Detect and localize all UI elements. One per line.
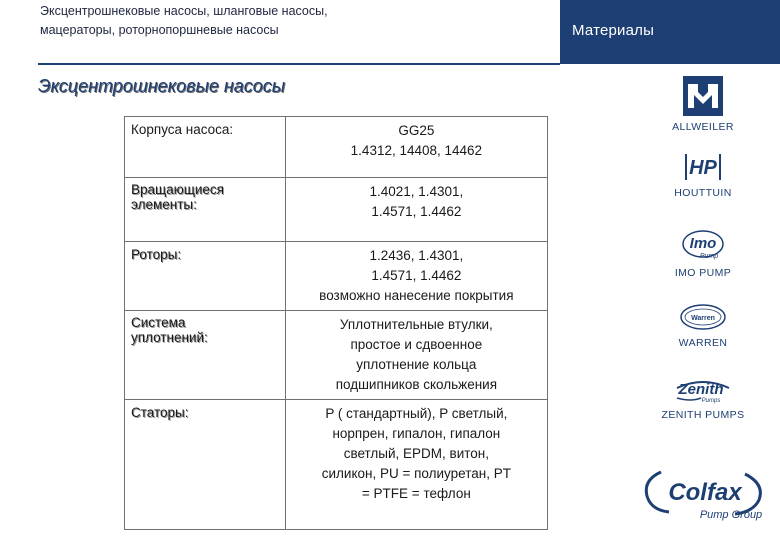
- table-row: [125, 178, 548, 242]
- svg-text:Warren: Warren: [691, 315, 715, 322]
- header-divider: [38, 63, 560, 65]
- section-label-banner: [560, 0, 780, 64]
- row-label: Статоры:: [125, 400, 286, 530]
- svg-text:Pump: Pump: [699, 253, 719, 260]
- houttuin-caption: HOUTTUIN: [674, 187, 732, 199]
- table-row: [125, 400, 548, 530]
- row-value: 1.2436, 1.4301, 1.4571, 1.4462 возможно нанесение покрытия: [285, 242, 547, 311]
- colfax-mark-icon: [639, 466, 769, 522]
- svg-text:Pump Group: Pump Group: [699, 509, 763, 521]
- allweiler-mark-icon: [683, 76, 723, 116]
- header-subtitle: [40, 2, 560, 40]
- warren-logo: [640, 302, 766, 349]
- svg-text:HP: HP: [689, 157, 717, 179]
- imo-pump-caption: IMO PUMP: [674, 267, 732, 279]
- houttuin-logo: [640, 152, 766, 199]
- header-subtitle-line-1: Эксцентрошнековые насосы, шланговые насосы,: [40, 4, 328, 18]
- materials-table: [124, 116, 548, 530]
- colfax-logo: [636, 466, 772, 527]
- svg-text:Pumps: Pumps: [701, 398, 721, 404]
- row-value: 1.4021, 1.4301, 1.4571, 1.4462: [285, 178, 547, 242]
- row-value: Уплотнительные втулки, простое и сдвоенное уплотнение кольца подшипников скольжения: [285, 311, 547, 400]
- zenith-pumps-caption: ZENITH PUMPS: [661, 409, 745, 421]
- row-label: Система уплотнений:: [125, 311, 286, 400]
- warren-caption: WARREN: [678, 337, 728, 349]
- page-title: [38, 76, 285, 97]
- svg-text:Zenith: Zenith: [678, 381, 724, 398]
- allweiler-caption: ALLWEILER: [672, 121, 734, 133]
- allweiler-logo: [640, 76, 766, 133]
- zenith-mark-icon: [671, 374, 735, 404]
- houttuin-mark-icon: [681, 152, 725, 182]
- table-row: [125, 311, 548, 400]
- svg-text:Imo: Imo: [689, 235, 717, 252]
- row-value: P ( стандартный), P светлый, норпрен, гипалон, гипалон светлый, EPDM, витон, силикон, PU = полиуретан, PT = PTFE = тефлон: [285, 400, 547, 530]
- section-label: Материалы: [572, 22, 655, 39]
- warren-mark-icon: [678, 302, 728, 332]
- row-label: Роторы:: [125, 242, 286, 311]
- row-value: GG25 1.4312, 14408, 14462: [285, 117, 547, 178]
- table-row: [125, 117, 548, 178]
- row-label: Корпуса насоса:: [125, 117, 286, 178]
- zenith-pumps-logo: [640, 374, 766, 421]
- svg-text:Colfax: Colfax: [668, 479, 742, 506]
- imo-pump-logo: [640, 228, 766, 279]
- imo-mark-icon: [679, 228, 727, 262]
- table-row: [125, 242, 548, 311]
- page-title-text: Эксцентрошнековые насосы: [38, 76, 285, 96]
- row-label: Вращающиеся элементы:: [125, 178, 286, 242]
- header-subtitle-line-2: мацераторы, роторнопоршневые насосы: [40, 23, 279, 37]
